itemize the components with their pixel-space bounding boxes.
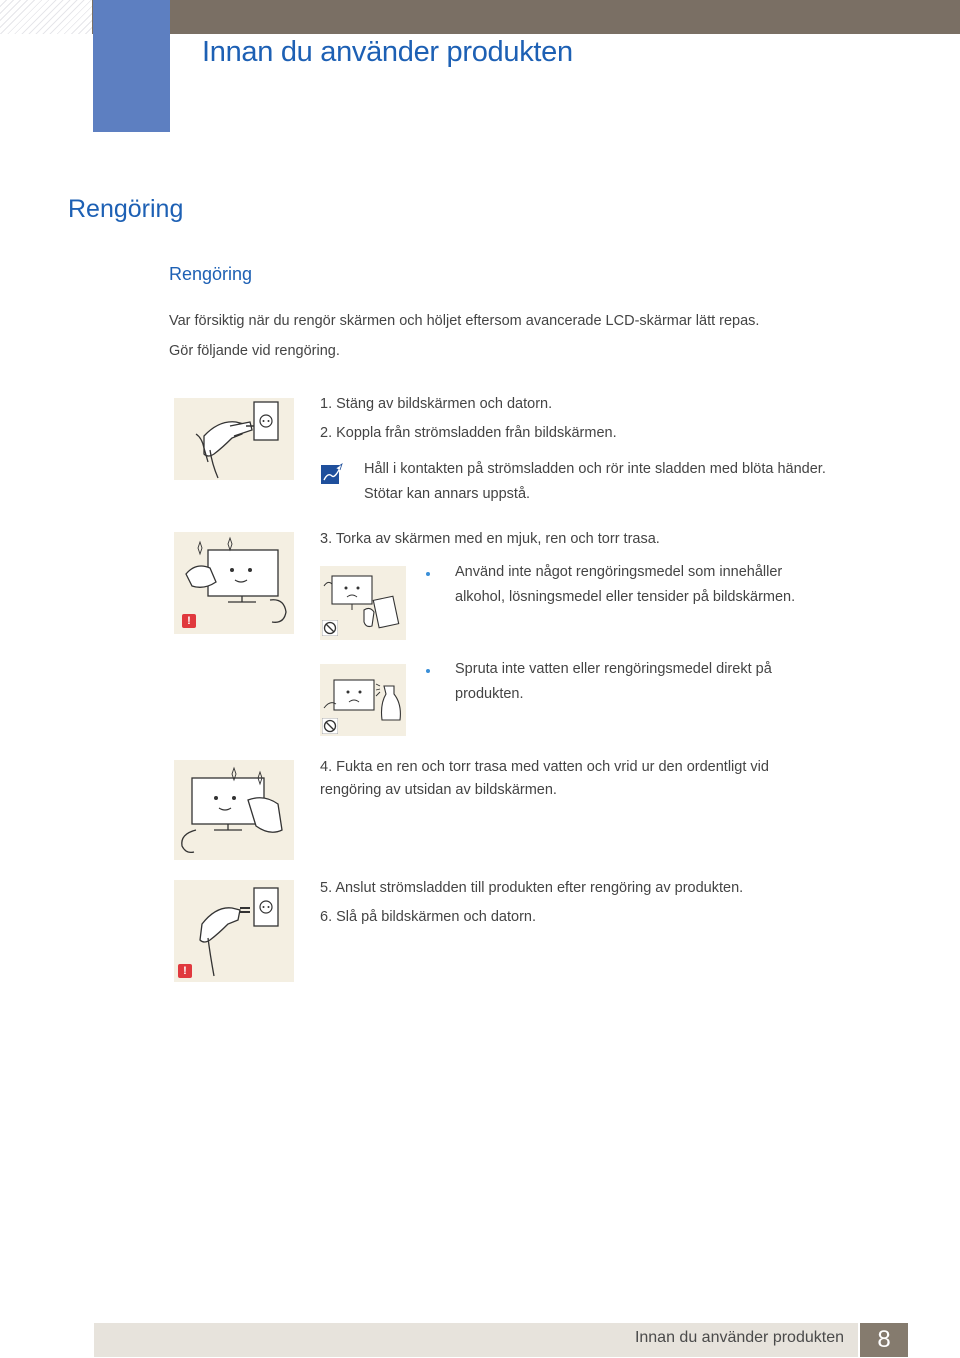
plug-in-illustration — [174, 880, 294, 982]
footer-chapter-label: Innan du använder produkten — [634, 1329, 844, 1346]
note-icon — [320, 462, 344, 486]
prohibited-icon-2 — [322, 718, 338, 734]
bullet-1-dot — [426, 572, 430, 576]
warning-icon: ! — [182, 614, 196, 628]
top-bar-hatch — [0, 0, 92, 34]
intro-text: Var försiktig när du rengör skärmen och höljet eftersom avancerade LCD-skärmar lätt repas. — [169, 313, 760, 329]
page-number: 8 — [860, 1323, 908, 1357]
subsection-title: Rengöring — [169, 264, 253, 284]
wipe-exterior-illustration — [174, 760, 294, 860]
step-4-line-2: rengöring av utsidan av bildskärmen. — [320, 782, 557, 798]
bullet-2-line-2: produkten. — [455, 686, 524, 702]
bullet-1-line-1: Använd inte något rengöringsmedel som innehåller — [455, 564, 783, 580]
warning-icon-2: ! — [178, 964, 192, 978]
step-5: 5. Anslut strömsladden till produkten efter rengöring av produkten. — [320, 880, 744, 896]
step-2: 2. Koppla från strömsladden från bildskärmen. — [320, 425, 617, 441]
chapter-title: Innan du använder produkten — [202, 36, 573, 68]
section-title: Rengöring — [68, 195, 184, 223]
prohibited-icon — [322, 620, 338, 636]
note-line-2: Stötar kan annars uppstå. — [364, 486, 531, 502]
instruction-text: Gör följande vid rengöring. — [169, 343, 340, 359]
bullet-2-line-1: Spruta inte vatten eller rengöringsmedel direkt på — [455, 661, 772, 677]
step-4-line-1: 4. Fukta en ren och torr trasa med vatten och vrid ur den ordentligt vid — [320, 759, 769, 775]
bullet-1-line-2: alkohol, lösningsmedel eller tensider på bildskärmen. — [455, 589, 796, 605]
note-line-1: Håll i kontakten på strömsladden och rör inte sladden med blöta händer. — [364, 461, 826, 477]
step-1: 1. Stäng av bildskärmen och datorn. — [320, 396, 553, 412]
chapter-tab — [93, 0, 170, 132]
unplug-illustration — [174, 398, 294, 480]
step-3: 3. Torka av skärmen med en mjuk, ren och torr trasa. — [320, 531, 660, 547]
bullet-2-dot — [426, 669, 430, 673]
step-6: 6. Slå på bildskärmen och datorn. — [320, 909, 537, 925]
